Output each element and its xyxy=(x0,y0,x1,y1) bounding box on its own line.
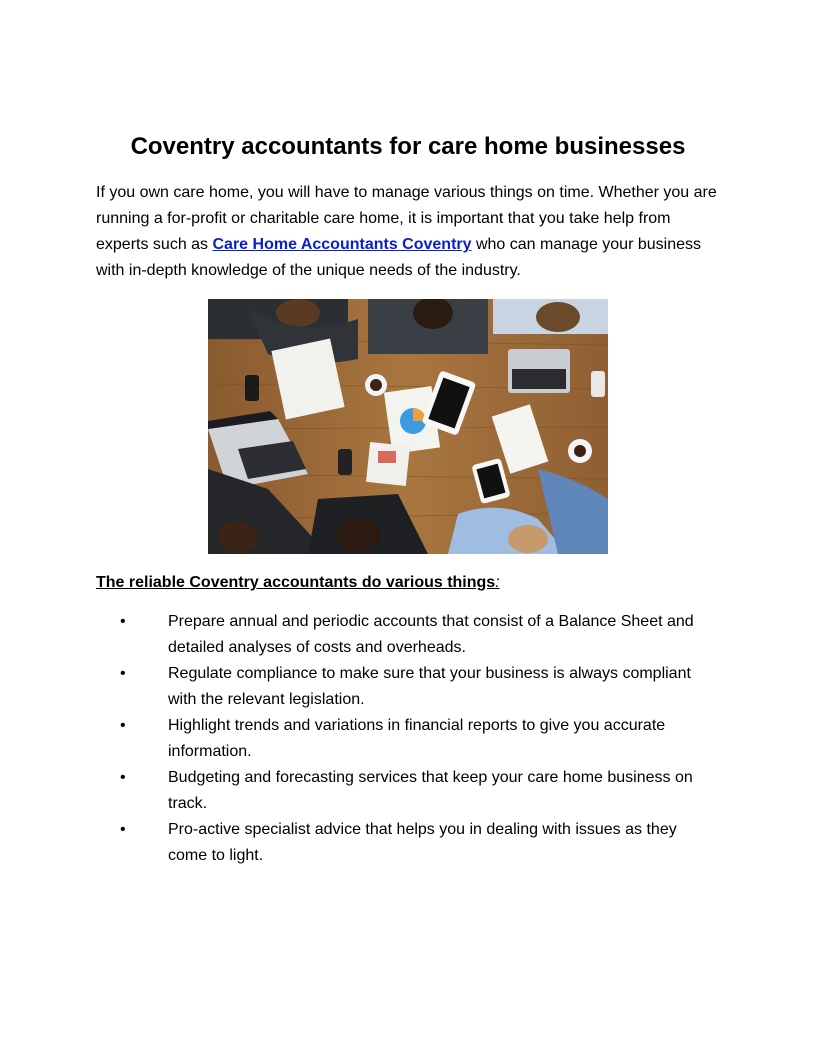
bullet-icon: • xyxy=(120,821,126,838)
services-subheading-text: The reliable Coventry accountants do various things xyxy=(96,574,496,591)
list-item-text: Regulate compliance to make sure that your business is always compliant with the relevant legislation. xyxy=(168,665,691,708)
list-item xyxy=(120,609,720,661)
bullet-icon: • xyxy=(120,613,126,630)
care-home-accountants-link[interactable]: Care Home Accountants Coventry xyxy=(212,236,472,253)
services-list xyxy=(120,609,720,869)
list-item xyxy=(120,817,720,869)
list-item-text: Highlight trends and variations in financial reports to give you accurate information. xyxy=(168,717,666,760)
bullet-icon: • xyxy=(120,665,126,682)
list-item xyxy=(120,661,720,713)
list-item-text: Budgeting and forecasting services that keep your care home business on track. xyxy=(168,769,693,812)
page-title: Coventry accountants for care home businesses xyxy=(130,133,686,160)
list-item xyxy=(120,765,720,817)
intro-paragraph xyxy=(96,180,726,284)
bullet-icon: • xyxy=(120,717,126,734)
list-item-text: Prepare annual and periodic accounts that consist of a Balance Sheet and detailed analyses of costs and overheads. xyxy=(168,613,694,656)
list-item xyxy=(120,713,720,765)
intro-text-after: who can manage your business with in-depth knowledge of the unique needs of the industry. xyxy=(96,236,701,279)
services-subheading xyxy=(96,570,500,596)
intro-text-before: If you own care home, you will have to manage various things on time. Whether you are running a for-profit or charitable care home, it is important that you take help from experts such as xyxy=(96,184,717,253)
meeting-photo xyxy=(208,299,608,554)
bullet-icon: • xyxy=(120,769,126,786)
services-subheading-colon: : xyxy=(495,574,500,591)
list-item-text: Pro-active specialist advice that helps you in dealing with issues as they come to light. xyxy=(168,821,677,864)
